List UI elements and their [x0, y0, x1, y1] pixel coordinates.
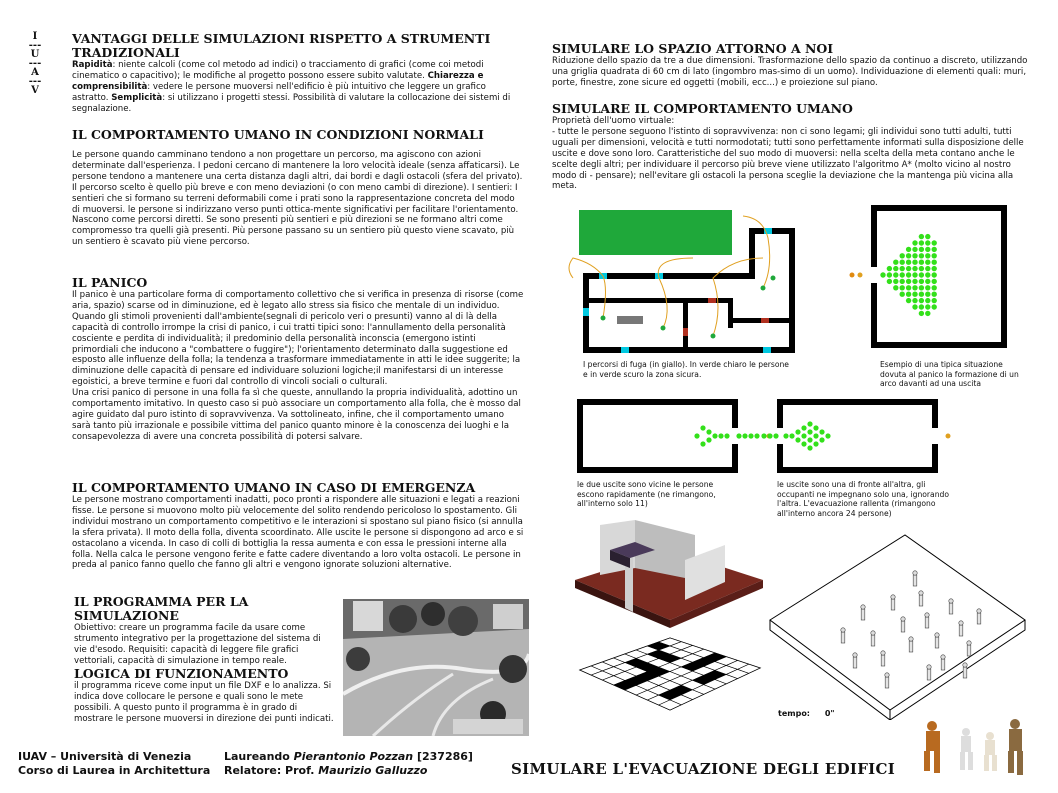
person-dot	[919, 266, 924, 271]
logo-sep: ---	[28, 76, 42, 87]
isometric-crowd-diagram	[765, 525, 1030, 720]
person-dot	[813, 425, 818, 430]
running-people-image	[918, 718, 1028, 778]
room-3d-render	[575, 520, 763, 717]
person-figure	[871, 631, 875, 646]
person-dot	[906, 266, 911, 271]
section-program	[74, 595, 336, 667]
logo-letter: I	[32, 31, 38, 42]
person-dot	[825, 433, 830, 438]
section-advantages	[72, 32, 524, 115]
person-dot	[700, 441, 705, 446]
bold-term: Chiarezza e comprensibilità	[72, 70, 484, 92]
section-text: Le persone mostrano comportamenti inadatti, poco pronti a rispondere alle situazioni e legati a reazioni fisse. Le persone si muovono molto più velocemente del solito rendendo pericoloso lo spostamento. Gli individui mostrano un comportamento competitivo e le interazioni si spostano sul piano fisico (si annulla la sfera privata). Il moto della folla, diventa scoordinato. Alle uscite le persone si dispongono ad arco e si ostacolano a vicenda. In caso di colli di bottiglia la ressa aumenta e con essa le pressioni interne alla folla. Nella calca le persone vengono ferite e fatte cadere diventando a loro volta ostacoli. Le persone in preda al panico fanno quello che fanno gli altri e vengono ignorate soluzioni alternative.	[72, 495, 524, 571]
person-dot	[807, 445, 812, 450]
person-dot	[880, 272, 885, 277]
person-dot	[919, 260, 924, 265]
person-dot	[919, 298, 924, 303]
person-figure	[959, 621, 963, 636]
caption: le due uscite sono vicine le persone escono rapidamente (ne rimangono, all'interno solo 11)	[577, 480, 716, 509]
person-dot	[925, 285, 930, 290]
person-dot	[819, 429, 824, 434]
text-span: : si utilizzano i progetti stessi. Possibilità di valutare la collocazione dei sistemi di segnalazione.	[72, 92, 511, 114]
caption: le uscite sono una di fronte all'altra, gli occupanti ne impegnano solo una, ignorando l'altra. L'evacuazione rallenta (rimangono all'interno ancora 24 persone)	[777, 480, 949, 518]
person-dot	[932, 279, 937, 284]
person-dot	[893, 285, 898, 290]
person-figure	[885, 673, 889, 688]
time-label: tempo:	[778, 709, 811, 718]
section-text: Una crisi panico di persone in una folla fa sì che queste, annullando la propria individualità, adottino un comportamento imitativo. In questo caso si può associare un comportamento alla folla, che è mosso dal agire guidato dal puro istinto di sopravvivenza. Va sottolineato, infine, che il comportamento umano sarà tanto più irrazionale e possibile vittima del panico quanto minore è la conoscenza dei luoghi e la consapevolezza di avere una concreta possibilità di potersi salvare.	[72, 388, 521, 442]
person-dot	[925, 266, 930, 271]
person-dot	[932, 260, 937, 265]
person-dot	[900, 292, 905, 297]
laureando-label: Laureando	[224, 750, 294, 763]
logo-letter: V	[31, 85, 39, 96]
person-dot	[706, 429, 711, 434]
person-dot	[912, 298, 917, 303]
relatore-line	[224, 764, 473, 778]
person-dot	[900, 279, 905, 284]
section-text: Obiettivo: creare un programma facile da usare come strumento integrativo per la progettazione del sistema di vie d'esodo. Requisiti: capacità di leggere file grafici vettoriali, capacità di simulazione in tempo reale.	[74, 623, 321, 666]
person-dot	[925, 260, 930, 265]
person-figure	[891, 595, 895, 610]
section-emergency	[72, 481, 524, 571]
section-text: Proprietà dell'uomo virtuale: - tutte le persone seguono l'istinto di sopravvivenza: non ci sono legami; gli individui sono tutti adulti, tutti uguali per dimensioni, velocità e tutti normodotati; tutti sono perfettamente informati sulla disposizione delle uscite e dove sono loro. Caratteristiche del suo modo di muoversi: nella scelta della meta contano anche le scelte degli altri; per individuare il percorso più breve viene utilizzato l'algoritmo A* (molto vicino al nostro modo di - pensare); nell'evitare gli ostacoli la persona sceglie la deviazione che la mantenga più vicina alla meta.	[552, 116, 1024, 192]
person-dot	[925, 304, 930, 309]
person-dot	[795, 437, 800, 442]
person-dot	[925, 234, 930, 239]
section-panic	[72, 276, 524, 443]
caption: Esempio di una tipica situazione dovuta al panico la formazione di un arco davanti ad una uscita	[880, 360, 1019, 389]
section-title: IL PROGRAMMA PER LA SIMULAZIONE	[74, 594, 249, 623]
person-dot	[900, 260, 905, 265]
section-human-behaviour	[552, 102, 1032, 192]
person-figure	[927, 665, 931, 680]
person-dot	[906, 298, 911, 303]
logo-sep: ---	[28, 58, 42, 69]
person-figure	[901, 617, 905, 632]
section-space	[552, 42, 1032, 89]
person-figure	[909, 637, 913, 652]
person-dot	[932, 266, 937, 271]
person-dot	[906, 292, 911, 297]
person-figure	[963, 663, 967, 678]
person-dot	[932, 240, 937, 245]
person-dot	[761, 433, 766, 438]
person-dot	[932, 272, 937, 277]
person-dot	[906, 285, 911, 290]
person-dot	[919, 240, 924, 245]
person-dot	[736, 433, 741, 438]
logo-letter: U	[30, 49, 40, 60]
person-dot	[925, 311, 930, 316]
section-title: LOGICA DI FUNZIONAMENTO	[74, 666, 289, 681]
section-title: IL PANICO	[72, 275, 148, 290]
course-name: Corso di Laurea in Architettura	[18, 764, 211, 777]
person-dot	[819, 437, 824, 442]
bold-term: Rapidità	[72, 60, 113, 70]
text-span: : vedere le persone muoversi nell'edificio è più intuitivo che leggere un grafico astratto.	[72, 81, 486, 103]
person-dot	[718, 433, 723, 438]
person-dot	[925, 279, 930, 284]
person-dot	[754, 433, 759, 438]
person-dot	[925, 247, 930, 252]
logo-letter: A	[31, 67, 39, 78]
section-text: il programma riceve come input un file DXF e lo analizza. Si indica dove collocare le persone e quali sono le mete possibili. A questo punto il programma è in grado di mostrare le persone muoversi in direzione dei punti indicati.	[74, 681, 334, 724]
person-dot	[801, 425, 806, 430]
section-title: IL COMPORTAMENTO UMANO IN CONDIZIONI NORMALI	[72, 127, 484, 142]
text-span: : niente calcoli (come col metodo ad indici) o tracciamento di grafici (come coi metodi cinematico o capacitivo); le modifiche al progetto possono essere subito valutate.	[72, 60, 484, 81]
section-text: Riduzione dello spazio da tre a due dimensioni. Trasformazione dello spazio da continuo a discreto, utilizzando una griglia quadrata di 60 cm di lato (ingombro mas-simo di un uomo). Individuazione di elementi quali: muri, porte, finestre, zone sicure ed oggetti (mobili, ecc...) e proiezione sul piano.	[552, 56, 1028, 88]
section-title: SIMULARE IL COMPORTAMENTO UMANO	[552, 101, 853, 116]
person-dot	[912, 240, 917, 245]
section-text: Il panico è una particolare forma di comportamento collettivo che si verifica in presenza di risorse (come aria, spazio) scarse od in diminuzione, ed è legato allo stress sia fisico che mentale di un individuo. Quando gli stimoli provenienti dall'ambiente(segnali di pericolo veri o presunti) vanno al di là della capacità di controllo irrompe la crisi di panico, i cui tratti tipici sono: l'annullamento della personalità cosciente e perdita di individualità; il predominio della personalità inconscia (emergono istinti primordiali che inducono a "combattere o fuggire"); l'orientamento determinato dalla suggestione ed esposto alle influenze della folla; la tendenza a trasformare immediatamente in atti le idee suggerite; la diminuzione delle capacità di pensare ed individuare soluzioni logiche;il manifestarsi di un interesse egoistici, a breve termine e fuori dal controllo di vincoli sociali o culturali.	[72, 290, 524, 388]
university-name: IUAV – Università di Venezia	[18, 750, 192, 763]
person-dot	[900, 272, 905, 277]
person-dot	[801, 433, 806, 438]
section-title: IL COMPORTAMENTO UMANO IN CASO DI EMERGENZA	[72, 480, 476, 495]
laureando-name: Pierantonio Pozzan	[293, 750, 414, 763]
person-dot	[912, 253, 917, 258]
arc-diagram	[847, 205, 1027, 355]
person-dot	[801, 441, 806, 446]
person-dot	[893, 266, 898, 271]
section-logic	[74, 667, 336, 725]
person-figure	[935, 633, 939, 648]
poster-title: SIMULARE L'EVACUAZIONE DEGLI EDIFICI	[511, 760, 896, 778]
person-figure	[949, 599, 953, 614]
section-text: Le persone quando camminano tendono a non progettare un percorso, ma agiscono con azioni determinate dall'esperienza. I pedoni cercano di mantenere la loro velocità ideale (senza affaticarsi). Le persone tendono a mantenere una certa distanza dagli altri, dai bordi e dagli ostacoli (sfera del privato). Il percorso scelto è quello più breve e con meno deviazioni (o con meno cambi di direzione). I sentieri: I sentieri che si formano su terreni deformabili come i prati sono la rappresentazione concreta del modo di muoversi. le persone si indirizzano verso punti ottica-mente significativi per facilitare l'orientamento. Nascono come percorsi diretti. Se sono presenti più sentieri e più direzioni se ne formano altri come compromesso tra quelli già presenti. Più persone passano su un sentiero più questo viene scavato, più un sentiero è scavato più viene percorso.	[72, 150, 523, 248]
person-dot	[773, 433, 778, 438]
person-dot	[887, 272, 892, 277]
person-figure	[977, 609, 981, 624]
person-dot	[789, 433, 794, 438]
person-dot	[925, 292, 930, 297]
person-dot	[887, 266, 892, 271]
person-dot	[932, 304, 937, 309]
person-dot	[932, 253, 937, 258]
logo-sep: ---	[28, 40, 42, 51]
person-dot	[906, 260, 911, 265]
person-dot	[919, 292, 924, 297]
person-dot	[925, 240, 930, 245]
person-dot	[706, 437, 711, 442]
caption: I percorsi di fuga (in giallo). In verde chiaro le persone e in verde scuro la zona sicura.	[583, 360, 789, 379]
person-dot	[900, 285, 905, 290]
person-dot	[912, 292, 917, 297]
person-dot	[912, 279, 917, 284]
person-dot	[919, 234, 924, 239]
person-dot	[919, 247, 924, 252]
person-dot	[912, 272, 917, 277]
person-dot	[724, 433, 729, 438]
authors-info	[224, 750, 473, 778]
person-dot	[807, 437, 812, 442]
two-exits-opposite-diagram	[760, 398, 975, 478]
aerial-photo	[343, 599, 529, 736]
person-figure	[853, 653, 857, 668]
person-dot	[807, 429, 812, 434]
person-dot	[912, 260, 917, 265]
laureando-line	[224, 750, 473, 764]
person-dot	[900, 253, 905, 258]
person-dot	[919, 253, 924, 258]
person-figure	[919, 591, 923, 606]
time-readout	[778, 709, 835, 718]
person-dot	[919, 272, 924, 277]
person-dot	[700, 425, 705, 430]
person-dot	[919, 311, 924, 316]
two-exits-near-diagram	[575, 398, 775, 478]
person-figure	[913, 571, 917, 586]
person-dot	[906, 247, 911, 252]
section-title: VANTAGGI DELLE SIMULAZIONI RISPETTO A STRUMENTI TRADIZIONALI	[72, 31, 491, 60]
person-dot	[813, 433, 818, 438]
person-figure	[841, 628, 845, 643]
person-dot	[912, 247, 917, 252]
bold-term: Semplicità	[111, 92, 163, 103]
person-dot	[912, 304, 917, 309]
person-dot	[932, 298, 937, 303]
person-dot	[748, 433, 753, 438]
iuav-logo	[24, 32, 46, 95]
laureando-id: [237286]	[413, 750, 473, 763]
person-figure	[861, 605, 865, 620]
person-dot	[925, 253, 930, 258]
person-dot	[925, 272, 930, 277]
person-dot	[813, 441, 818, 446]
person-dot	[807, 421, 812, 426]
person-dot	[912, 285, 917, 290]
person-dot	[767, 433, 772, 438]
person-figure	[925, 613, 929, 628]
relatore-name: Maurizio Galluzzo	[318, 764, 428, 777]
person-dot	[900, 266, 905, 271]
person-dot	[925, 298, 930, 303]
person-dot	[893, 279, 898, 284]
person-dot	[912, 266, 917, 271]
university-info	[18, 750, 210, 778]
person-dot	[694, 433, 699, 438]
person-dot	[932, 247, 937, 252]
person-dot	[919, 279, 924, 284]
person-dot	[906, 272, 911, 277]
section-normal-behaviour	[72, 128, 524, 248]
person-dot	[712, 433, 717, 438]
person-dot	[783, 433, 788, 438]
person-dot	[893, 260, 898, 265]
floor-plan-diagram	[563, 208, 800, 356]
time-value: 0"	[824, 709, 835, 718]
person-dot	[906, 253, 911, 258]
person-dot	[795, 429, 800, 434]
person-figure	[881, 651, 885, 666]
person-dot	[919, 304, 924, 309]
person-figure	[941, 655, 945, 670]
person-dot	[919, 285, 924, 290]
relatore-label: Relatore: Prof.	[224, 764, 319, 777]
person-dot	[906, 279, 911, 284]
person-figure	[967, 641, 971, 656]
person-dot	[742, 433, 747, 438]
section-title: SIMULARE LO SPAZIO ATTORNO A NOI	[552, 41, 834, 56]
person-dot	[932, 292, 937, 297]
person-dot	[893, 272, 898, 277]
person-dot	[887, 279, 892, 284]
section-text	[72, 60, 524, 115]
person-dot	[932, 285, 937, 290]
